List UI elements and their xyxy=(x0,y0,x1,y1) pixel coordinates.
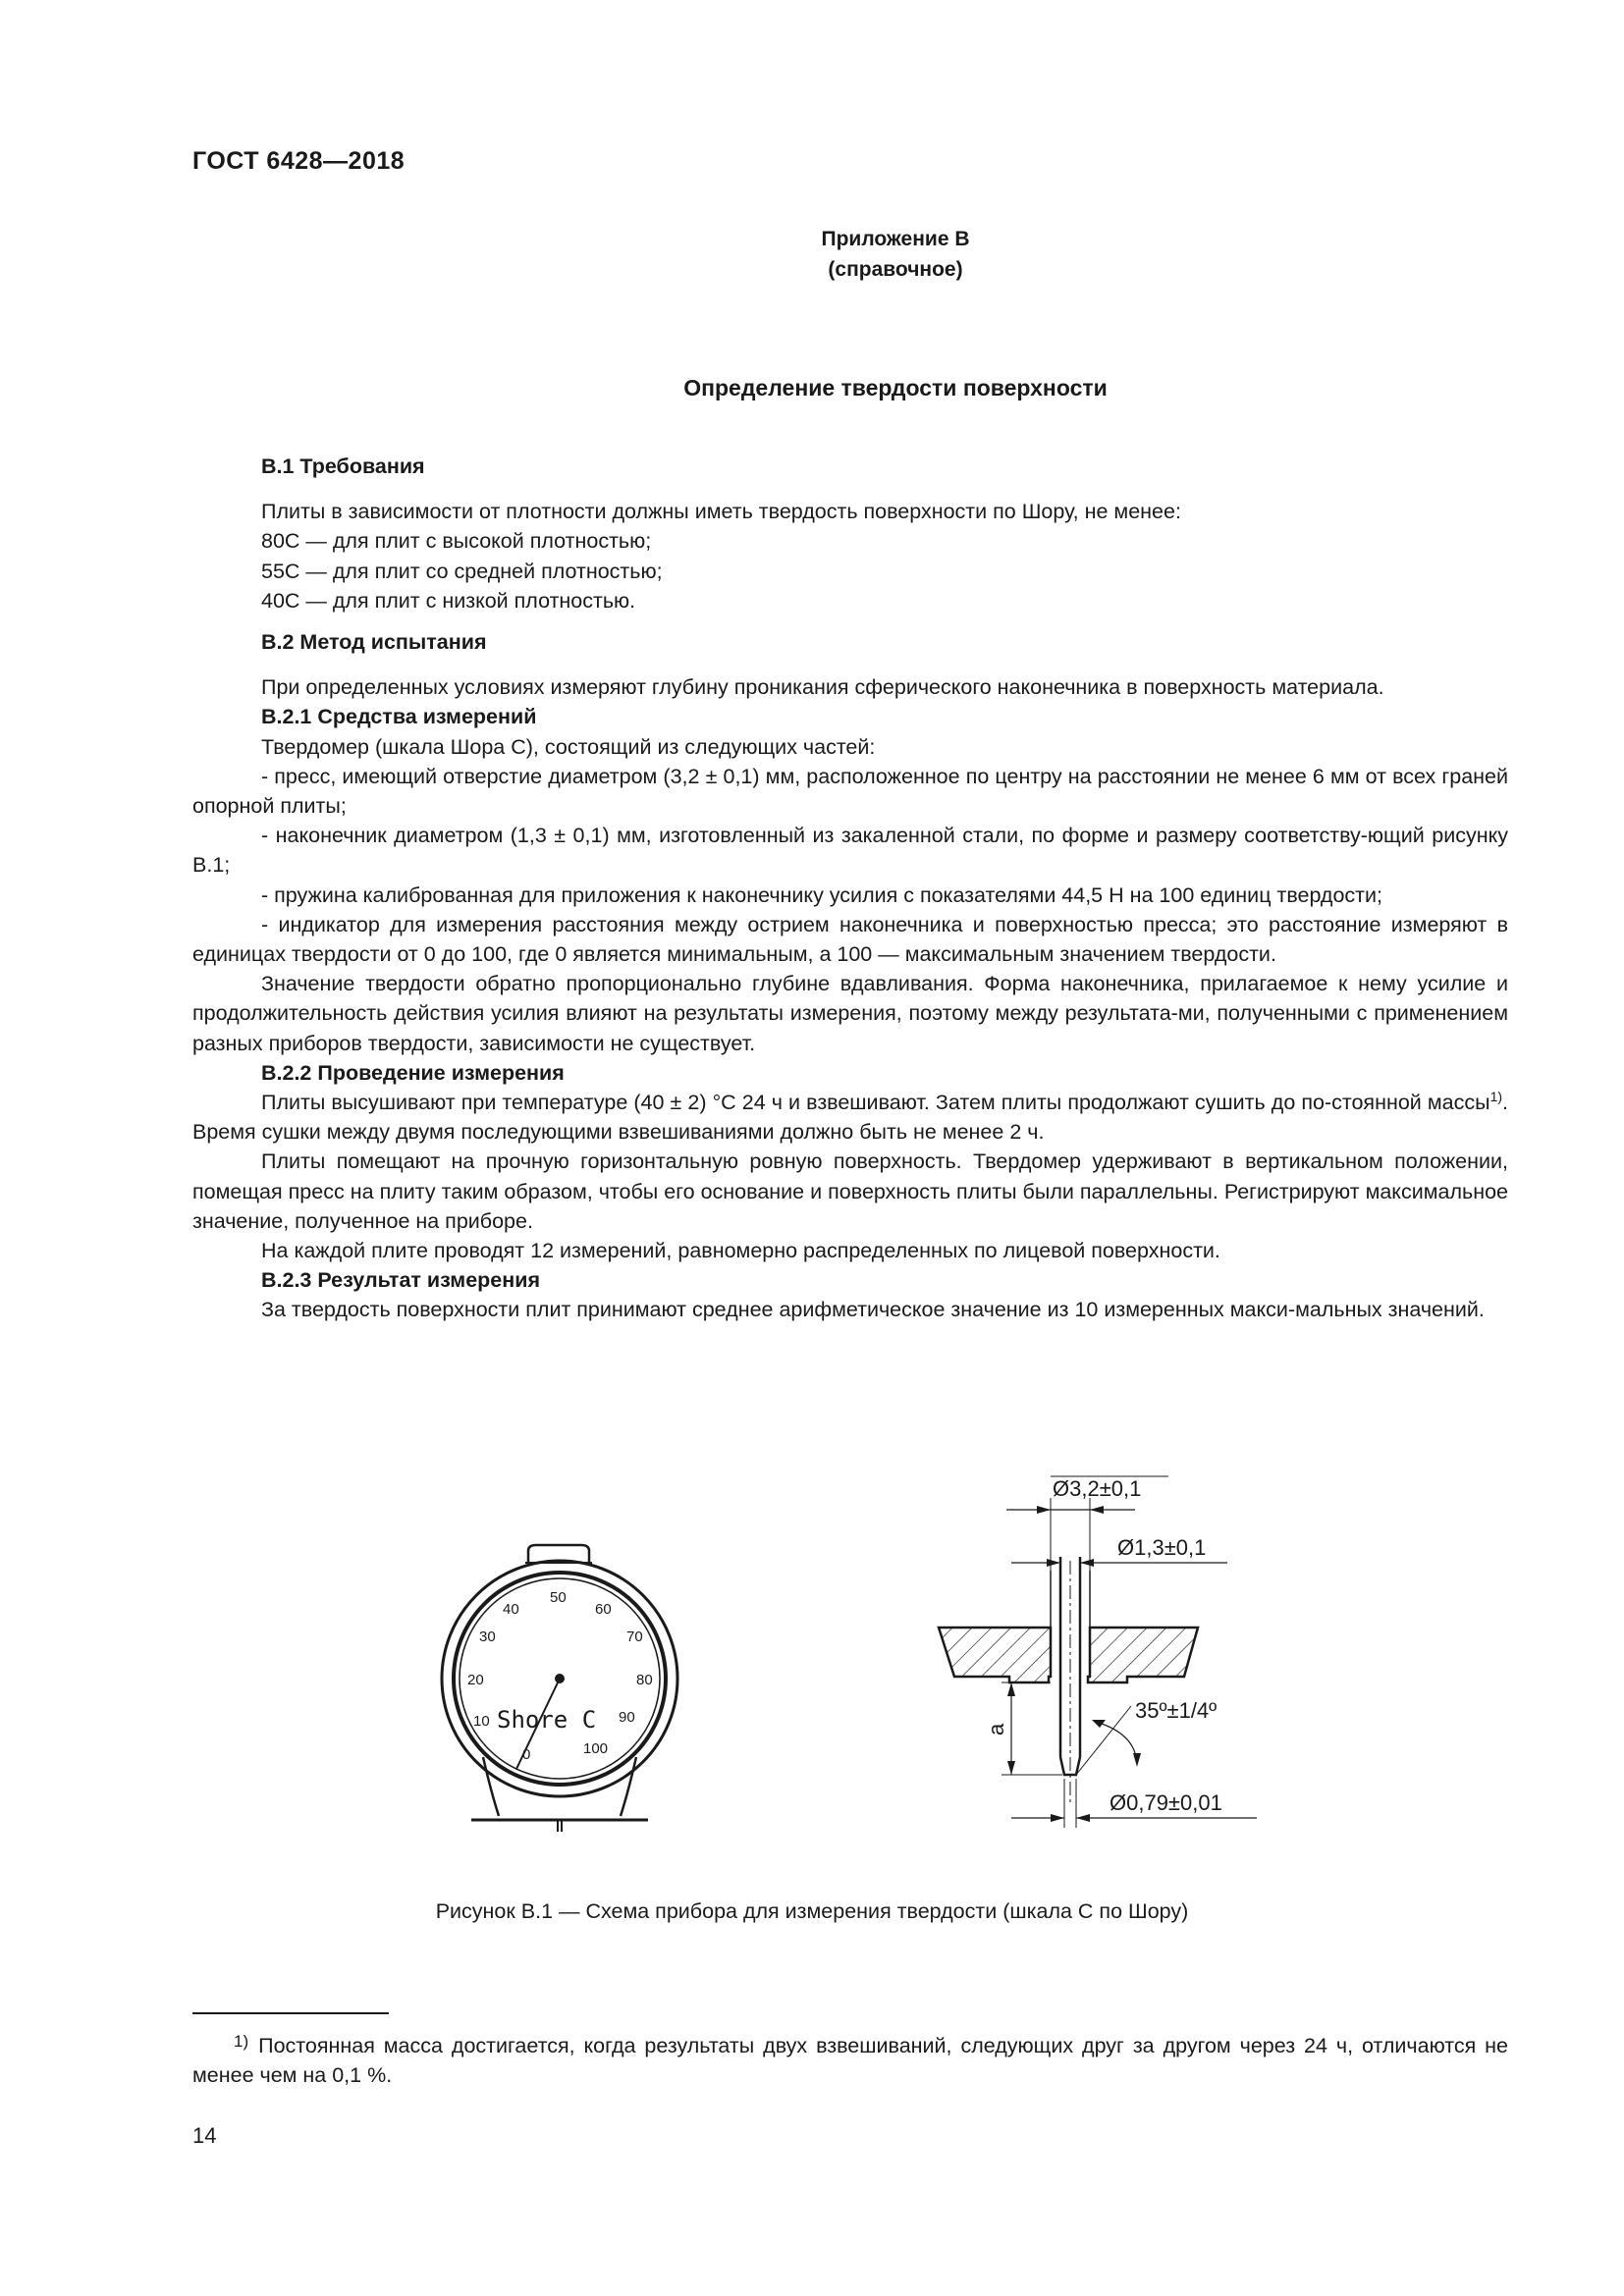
annex-type: (справочное) xyxy=(828,258,963,281)
scale-label: 50 xyxy=(550,1589,567,1606)
heading-b2: В.2 Метод испытания xyxy=(261,630,487,655)
figure-caption: Рисунок В.1 — Схема прибора для измерения твердости (шкала С по Шору) xyxy=(435,1899,1189,1923)
b21-note: Значение твердости обратно пропорционально глубине вдавливания. Форма наконечника, прилагаемое к нему усилие и продолжительность действия усилия влияют на результаты измерения, поэтому между результата-ми, полученными с применением разных приборов твердости, зависимости не существует. xyxy=(192,972,1508,1055)
scale-label: 80 xyxy=(636,1672,653,1688)
footnote-separator xyxy=(192,2012,389,2014)
page-number: 14 xyxy=(192,2123,217,2148)
scale-label: 70 xyxy=(626,1629,643,1645)
scale-label: 10 xyxy=(473,1713,490,1730)
heading-b1: В.1 Требования xyxy=(261,454,425,478)
heading-b22: В.2.2 Проведение измерения xyxy=(261,1060,565,1085)
b21-item: - пружина калиброванная для приложения к наконечнику усилия с показателями 44,5 Н на 100 единиц твердости; xyxy=(261,882,1383,907)
footnote-ref: 1) xyxy=(1489,1089,1503,1105)
footnote xyxy=(192,2027,1508,2090)
dim-indenter-diameter: Ø1,3±0,1 xyxy=(1117,1535,1207,1560)
dim-tip-diameter: Ø0,79±0,01 xyxy=(1110,1790,1222,1815)
b22-paragraph-3: На каждой плите проводят 12 измерений, равномерно распределенных по лицевой поверхности. xyxy=(261,1239,1220,1263)
b21-item: - наконечник диаметром (1,3 ± 0,1) мм, изготовленный из закаленной стали, по форме и размеру соответству-ющий рисунку В.1; xyxy=(192,824,1508,878)
scale-label: 0 xyxy=(522,1746,531,1763)
scale-label: 90 xyxy=(619,1709,635,1726)
document-code: ГОСТ 6428—2018 xyxy=(192,147,406,175)
scale-label: 60 xyxy=(595,1601,612,1618)
indenter-section-drawing xyxy=(903,1463,1296,1855)
dim-hole-diameter: Ø3,2±0,1 xyxy=(1053,1476,1142,1501)
gauge-label: Shore C xyxy=(497,1706,597,1734)
b2-text: При определенных условиях измеряют глубину проникания сферического наконечника в поверхность материала. xyxy=(261,675,1384,700)
b21-item: - индикатор для измерения расстояния между острием наконечника и поверхностью пресса; это расстояние измеряют в единицах твердости от 0 до 100, где 0 является минимальным, а 100 — максимальным значением твердости. xyxy=(192,912,1508,967)
heading-b23: В.2.3 Результат измерения xyxy=(261,1268,540,1293)
b22-paragraph-1 xyxy=(192,1088,1508,1147)
b22-p1-a: Плиты высушивают при температуре (40 ± 2) °С 24 ч и взвешивают. Затем плиты продолжают сушить до по-стоянной массы xyxy=(261,1091,1490,1115)
b21-item: - пресс, имеющий отверстие диаметром (3,2 ± 0,1) мм, расположенное по центру на расстоянии не менее 6 мм от всех граней опорной плиты; xyxy=(192,764,1508,819)
heading-b21: В.2.1 Средства измерений xyxy=(261,705,537,729)
b22-p1-b: . Время сушки между двумя последующими взвешиваниями должно быть не менее 2 ч. xyxy=(192,1091,1508,1145)
scale-label: 100 xyxy=(583,1740,609,1757)
shore-gauge-drawing xyxy=(432,1522,687,1836)
b22-paragraph-2: Плиты помещают на прочную горизонтальную ровную поверхность. Твердомер удерживают в вертикальном положении, помещая пресс на плиту таким образом, чтобы его основание и поверхность плиты были параллельны. Регистрируют максимальное значение, полученное на приборе. xyxy=(192,1149,1508,1233)
scale-label: 30 xyxy=(479,1629,496,1645)
annex-heading xyxy=(0,224,1624,285)
annex-title: Приложение В xyxy=(821,228,970,250)
scale-label: 40 xyxy=(503,1601,519,1618)
b1-item: 80С — для плит с высокой плотностью; xyxy=(261,529,652,554)
b21-intro: Твердомер (шкала Шора С), состоящий из следующих частей: xyxy=(261,734,876,759)
b23-text: За твердость поверхности плит принимают среднее арифметическое значение из 10 измеренных макси-мальных значений. xyxy=(261,1298,1485,1322)
footnote-mark: 1) xyxy=(234,2032,249,2051)
dim-cone-angle: 35º±1/4º xyxy=(1135,1698,1218,1723)
gauge-pivot xyxy=(555,1674,565,1683)
footnote-text: Постоянная масса достигается, когда результаты двух взвешиваний, следующих друг за другом через 24 ч, отличаются не менее чем на 0,1 %. xyxy=(192,2034,1508,2087)
b1-item: 40С — для плит с низкой плотностью. xyxy=(261,588,636,613)
figure-b1 xyxy=(0,1463,1624,1875)
body-text xyxy=(192,452,1508,1325)
b1-item: 55С — для плит со средней плотностью; xyxy=(261,559,663,583)
scale-label: 20 xyxy=(467,1672,484,1688)
dim-a: a xyxy=(984,1723,1008,1735)
section-title: Определение твердости поверхности xyxy=(683,375,1108,400)
b1-intro: Плиты в зависимости от плотности должны иметь твердость поверхности по Шору, не менее: xyxy=(261,500,1181,524)
